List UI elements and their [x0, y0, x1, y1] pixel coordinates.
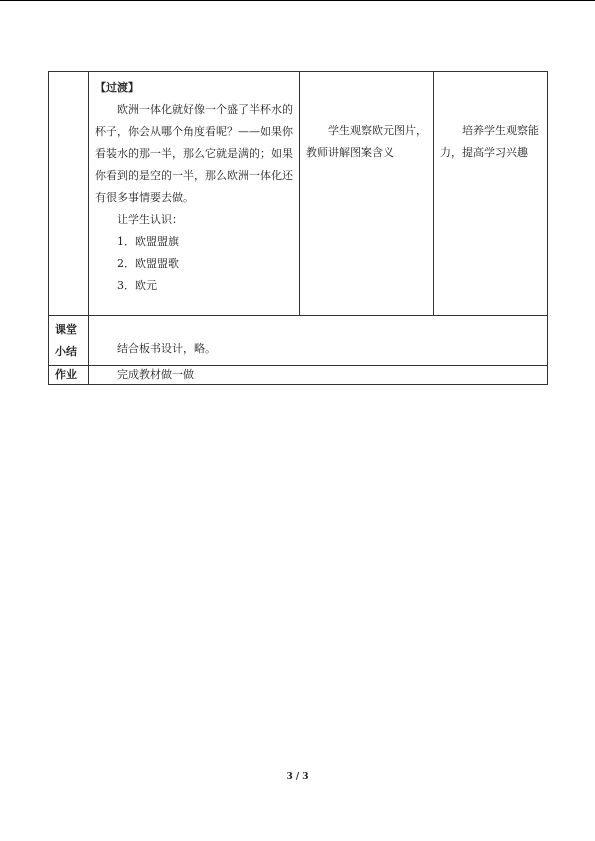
summary-label-line2: 小结	[55, 345, 77, 358]
transition-intro: 让学生认识：	[117, 213, 183, 226]
transition-heading: 【过渡】	[95, 81, 139, 94]
lesson-plan-table	[48, 71, 548, 385]
homework-text-cell: 完成教材做一做	[89, 366, 548, 385]
header-rule	[0, 0, 595, 1]
transition-paragraph: 欧洲一体化就好像一个盛了半杯水的杯子，你会从哪个角度看呢？——如果你看装水的那一半，那么它就是满的；如果你看到的是空的一半，那么欧洲一体化还有很多事情要去做。	[95, 103, 293, 204]
summary-text-cell: 结合板书设计，略。	[89, 316, 548, 366]
table-row-homework	[49, 366, 548, 385]
page-number: 3 / 3	[286, 772, 309, 782]
homework-label-cell: 作业	[49, 366, 89, 385]
list-item: 3．欧元	[117, 279, 157, 292]
table-row-summary	[49, 316, 548, 366]
list-item: 2．欧盟盟歌	[117, 257, 179, 270]
summary-label-cell	[49, 316, 89, 366]
table-row-transition	[49, 72, 548, 316]
list-item: 1．欧盟盟旗	[117, 235, 179, 248]
summary-label-line1: 课堂	[55, 323, 77, 336]
design-purpose-cell: 培养学生观察能力，提高学习兴趣	[434, 72, 548, 316]
row-label-empty	[49, 72, 89, 316]
student-activity-cell: 学生观察欧元图片，教师讲解图案含义	[300, 72, 434, 316]
transition-content-cell	[89, 72, 300, 316]
